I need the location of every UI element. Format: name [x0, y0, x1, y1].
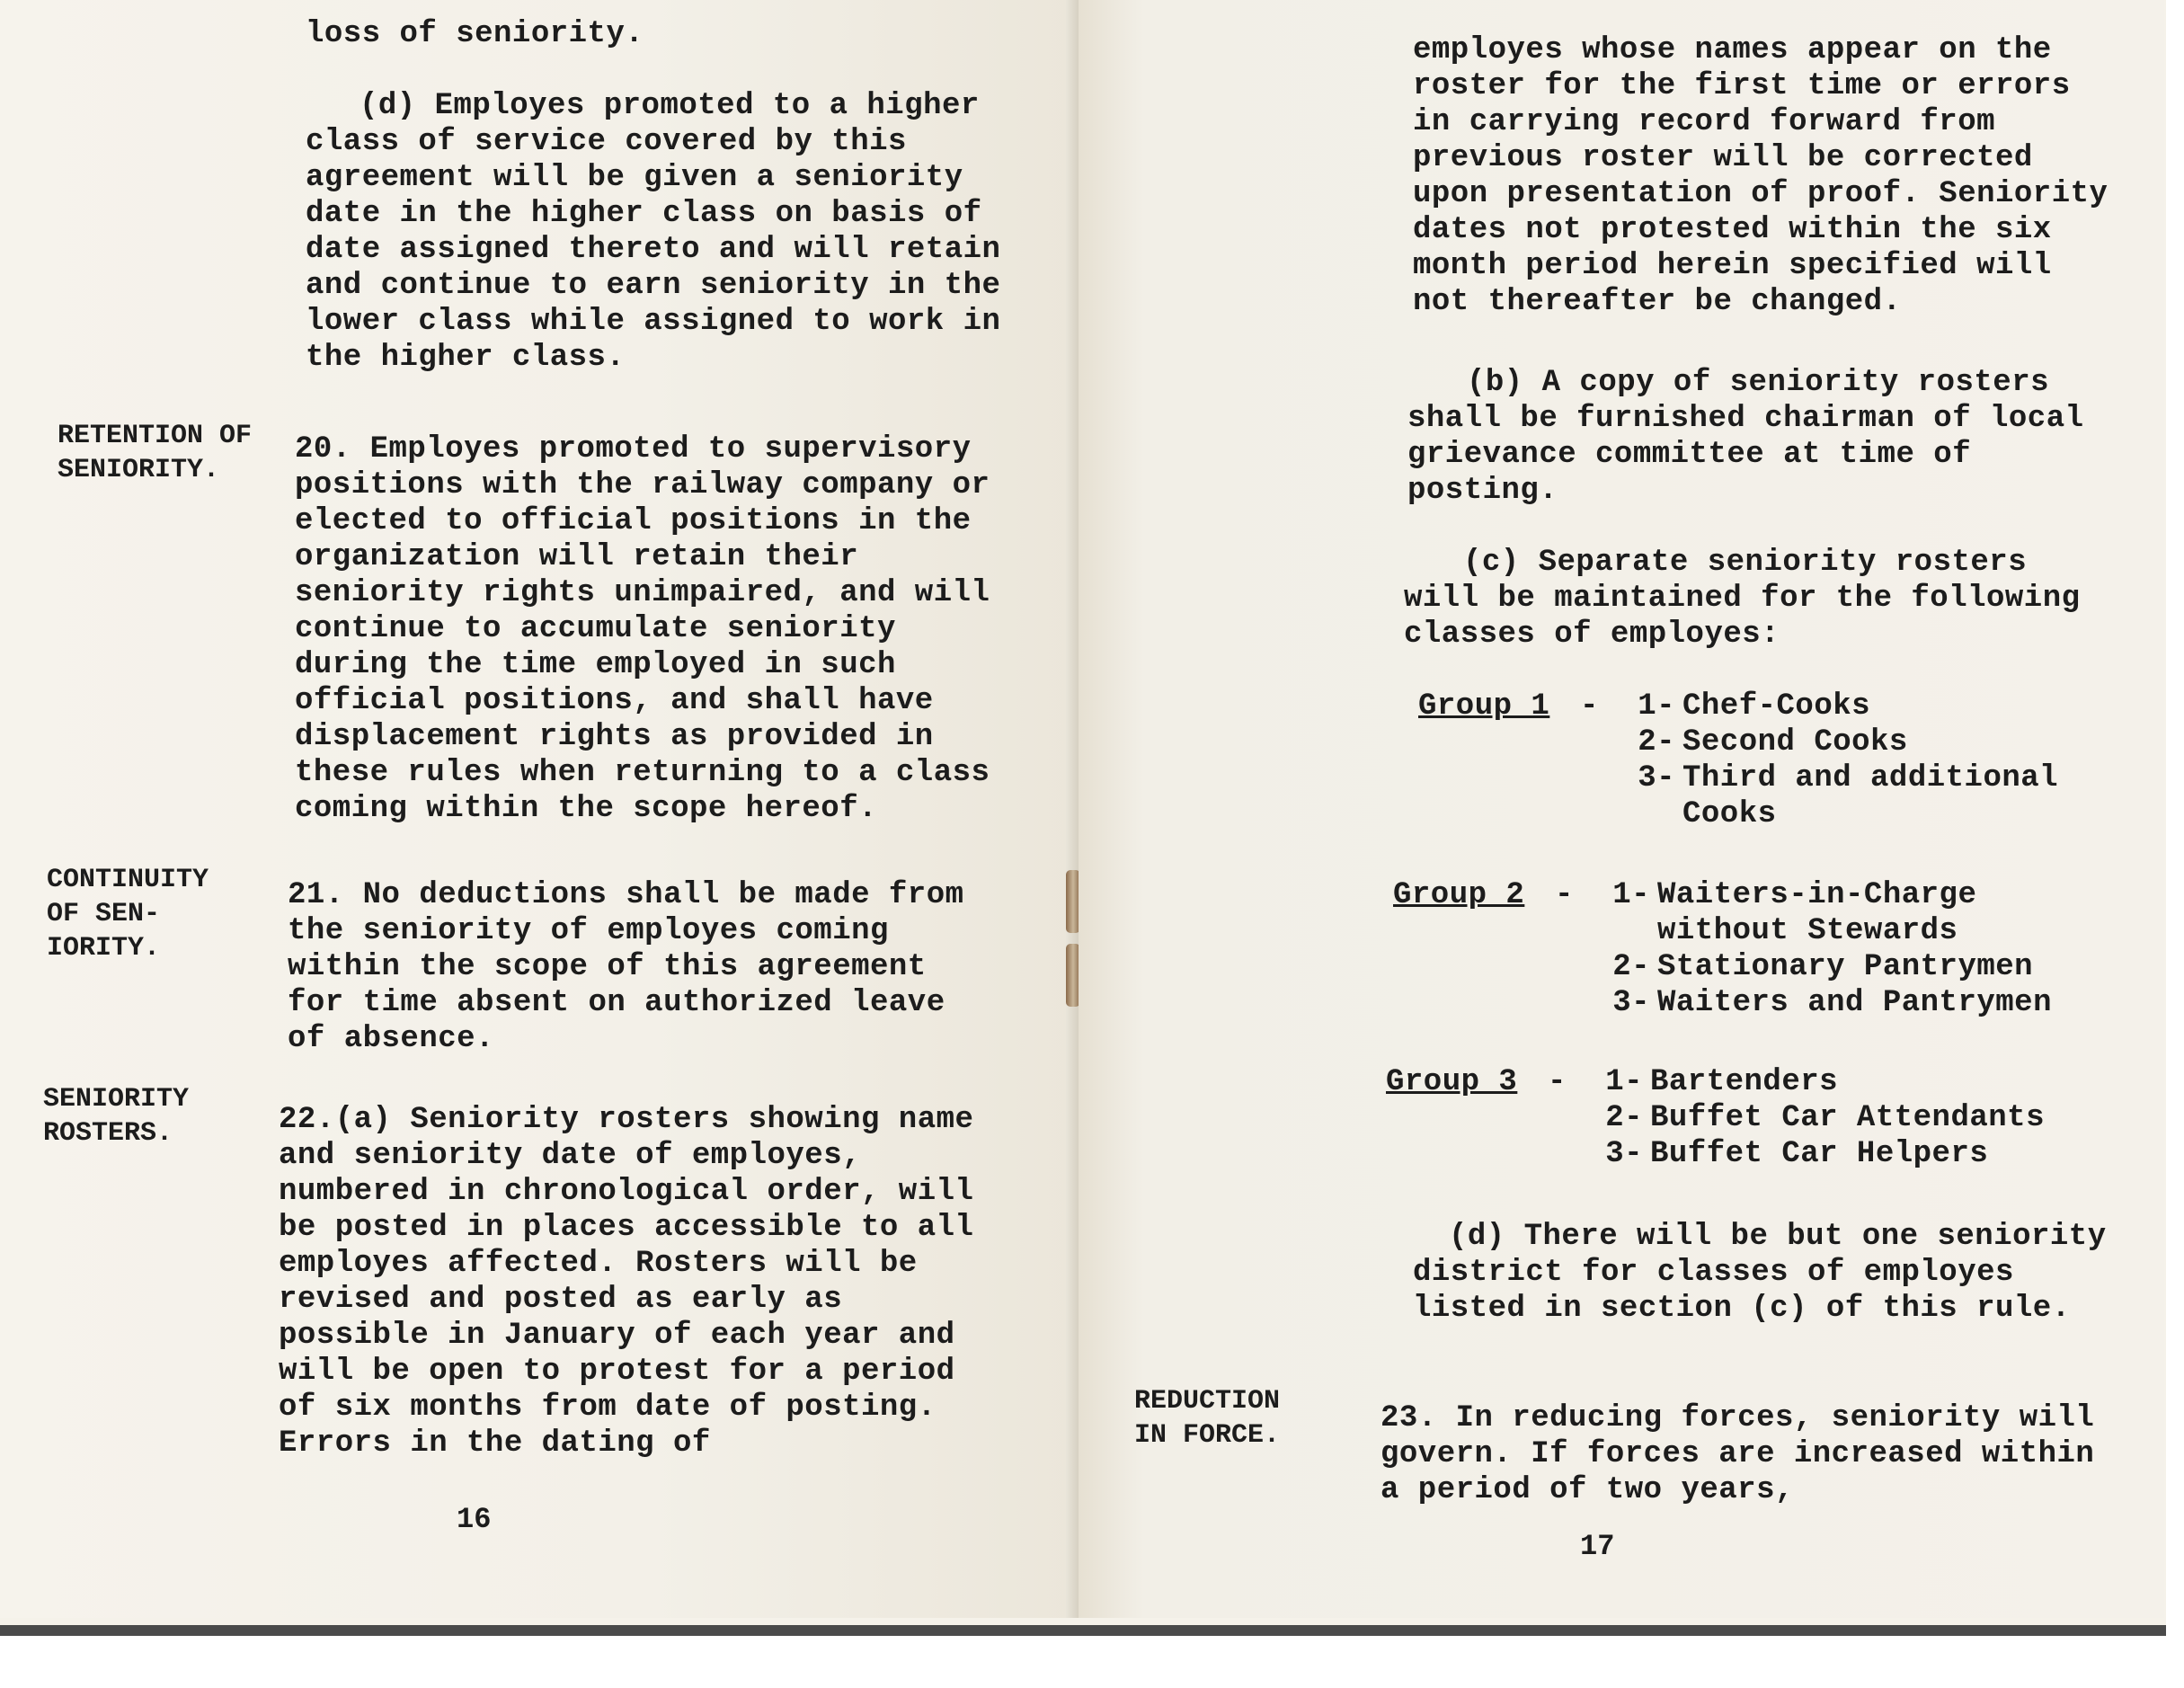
item-text: Stationary Pantrymen: [1657, 950, 2034, 984]
group-label: Group 2: [1393, 878, 1525, 912]
right-continuation: [1413, 32, 2114, 320]
item-number: 2-: [1605, 1101, 1643, 1135]
list-item: [1584, 1136, 2082, 1172]
para-d-text: (d) Employes promoted to a higher class of service covered by this agreement will be given a seniority date in the higher class on basis of date assigned thereto and will retain and continue to earn seniority in the lower class while assigned to work in the higher class.: [306, 89, 1001, 375]
item-text: Buffet Car Attendants: [1650, 1101, 2045, 1135]
group-3-list: [1584, 1064, 2082, 1172]
item-number: 3-: [1605, 1137, 1643, 1171]
right-para-b: [1407, 365, 2109, 509]
item-text: Bartenders: [1650, 1065, 1839, 1099]
list-item: [1591, 949, 2089, 985]
section-20-text: [295, 431, 996, 827]
left-top-line: [306, 16, 1007, 52]
loss-of-seniority-line: loss of seniority.: [306, 17, 644, 51]
list-item: [1591, 877, 2089, 949]
group-dash: -: [1580, 689, 1599, 724]
section-21-paragraph: 21. No deductions shall be made from the seniority of employes coming within the scope of this agreement for time absent on authorized leave of absence.: [288, 878, 964, 1056]
group-dash: -: [1548, 1065, 1567, 1099]
item-text: Waiters-in-Charge without Stewards: [1657, 878, 1977, 948]
list-item: [1616, 760, 2114, 832]
item-text: Second Cooks: [1682, 725, 1908, 760]
item-text: Third and additional Cooks: [1682, 761, 2059, 831]
para-b-text: (b) A copy of seniority rosters shall be furnished chairman of local grievance committee at time of posting.: [1407, 366, 2084, 508]
list-item: [1584, 1100, 2082, 1136]
para-d-district-text: (d) There will be but one seniority district for classes of employes listed in section (c) of this rule.: [1413, 1220, 2107, 1326]
section-22-text: [279, 1102, 980, 1461]
item-number: 2-: [1612, 950, 1650, 984]
item-text: Chef-Cooks: [1682, 689, 1871, 724]
section-22-paragraph: 22.(a) Seniority rosters showing name and seniority date of employes, numbered in chronological order, will be posted in places accessible to all employes affected. Rosters will be revised and posted as early as possible in January of each year and will be open to protest for a period of six months from date of posting. Errors in the dating of: [279, 1103, 974, 1461]
left-page: [0, 0, 1079, 1618]
group-label: Group 3: [1386, 1065, 1518, 1099]
right-para-d: [1413, 1219, 2132, 1327]
group-label: Group 1: [1418, 689, 1550, 724]
item-number: 1-: [1612, 878, 1650, 912]
page-number-left: 16: [457, 1503, 492, 1536]
section-23-text: [1381, 1400, 2100, 1508]
group-3-block: [1386, 1064, 2105, 1172]
section-heading-rosters: SENIORITY ROSTERS.: [43, 1084, 190, 1149]
right-page: [1079, 0, 2164, 1618]
section-23-paragraph: 23. In reducing forces, seniority will govern. If forces are increased within a period of two years,: [1381, 1401, 2095, 1507]
item-number: 1-: [1638, 689, 1675, 724]
section-heading-retention: RETENTION OF SENIORITY.: [58, 421, 253, 485]
item-text: Waiters and Pantrymen: [1657, 986, 2052, 1020]
list-item: [1616, 724, 2114, 760]
item-text: Buffet Car Helpers: [1650, 1137, 1989, 1171]
group-2-block: [1393, 877, 2112, 1021]
item-number: 3-: [1638, 761, 1675, 795]
right-para-c: [1404, 545, 2105, 653]
para-c-text: (c) Separate seniority rosters will be maintained for the following classes of employes:: [1404, 546, 2081, 652]
item-number: 3-: [1612, 986, 1650, 1020]
section-21-text: [288, 877, 989, 1057]
page-number-right: 17: [1580, 1530, 1615, 1563]
page-fold-shadow: [1066, 0, 1079, 1618]
list-item: [1584, 1064, 2082, 1100]
group-2-list: [1591, 877, 2089, 1021]
section-20-paragraph: 20. Employes promoted to supervisory positions with the railway company or elected to official positions in the organization will retain their seniority rights unimpaired, and will continue to accumulate seniority during the time employed in such official positions, and shall have displacement rights as provided in these rules when returning to a class coming within the scope hereof.: [295, 432, 990, 826]
left-para-d: [306, 88, 1007, 376]
group-1-list: [1616, 689, 2114, 832]
item-number: 1-: [1605, 1065, 1643, 1099]
item-number: 2-: [1638, 725, 1675, 760]
list-item: [1591, 985, 2089, 1021]
list-item: [1616, 689, 2114, 724]
group-dash: -: [1555, 878, 1574, 912]
group-1-block: [1418, 689, 2137, 832]
section-heading-continuity: CONTINUITY OF SEN- IORITY.: [47, 865, 209, 964]
section-heading-reduction: REDUCTION IN FORCE.: [1134, 1386, 1281, 1451]
roster-errors-paragraph: employes whose names appear on the roster for the first time or errors in carrying record forward from previous roster will be corrected upon presentation of proof. Seniority dates not protested within the six month period herein specified will not thereafter be changed.: [1413, 33, 2109, 319]
